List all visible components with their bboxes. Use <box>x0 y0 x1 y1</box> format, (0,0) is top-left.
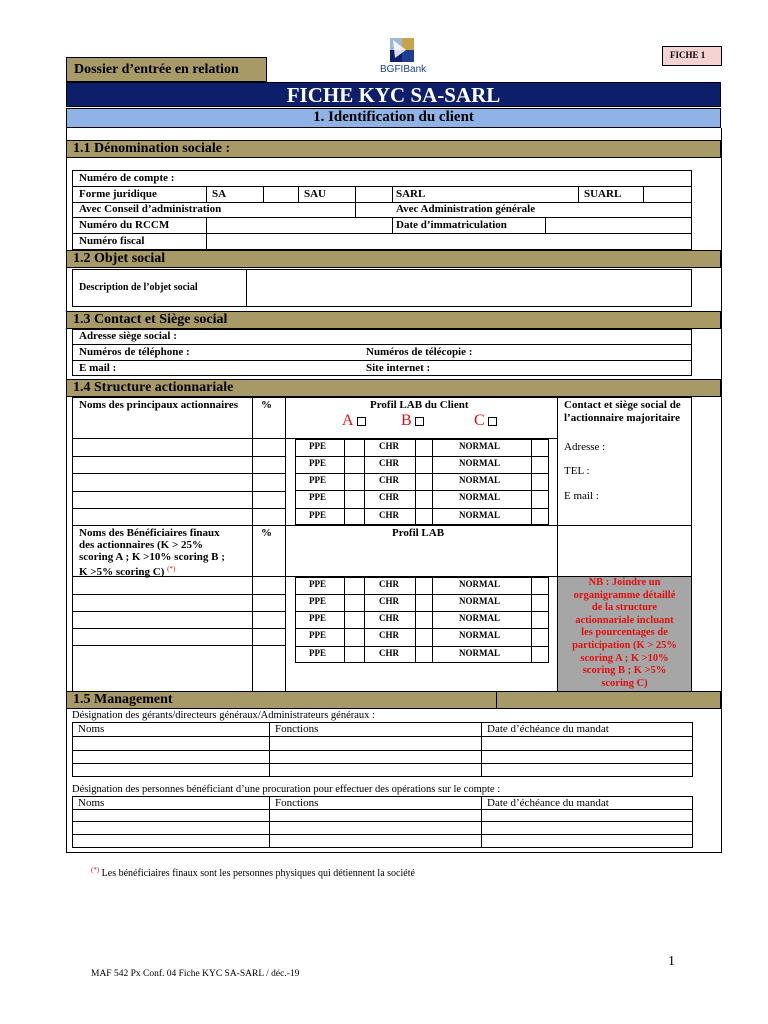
footnote-text: Les bénéficiaires finaux sont les personnes physiques qui détiennent la société <box>101 868 415 879</box>
col-echeance: Date d’échéance du mandat <box>487 723 609 735</box>
rule <box>72 456 286 457</box>
option-b[interactable]: B <box>401 412 424 430</box>
rule <box>263 186 264 202</box>
section-1-4-header: 1.4 Structure actionnariale <box>66 379 721 397</box>
rule <box>285 397 286 692</box>
rule <box>481 796 482 848</box>
checkbox-a[interactable] <box>357 417 366 426</box>
rule <box>364 577 365 663</box>
rule <box>269 722 270 777</box>
section-1-3-header: 1.3 Contact et Siège social <box>66 311 721 329</box>
bank-name: BGFIBank <box>380 64 427 75</box>
beneficiaires-line: des actionnaires (K > 25% <box>79 539 204 551</box>
rule <box>72 750 693 751</box>
normal-label: NORMAL <box>459 458 500 468</box>
col-noms: Noms <box>78 723 105 735</box>
rule <box>531 577 532 663</box>
rccm-label: Numéro du RCCM <box>79 219 170 231</box>
ppe-label: PPE <box>309 510 326 520</box>
rule <box>295 490 549 491</box>
nb-line: scoring A ; K >10% <box>580 652 669 664</box>
option-suarl[interactable]: SUARL <box>584 188 622 200</box>
fiche-badge: FICHE 1 <box>670 50 706 60</box>
numero-fiscal-label: Numéro fiscal <box>79 235 145 247</box>
objet-social-label: Description de l’objet social <box>79 282 198 293</box>
conseil-admin-label: Avec Conseil d’administration <box>79 203 222 215</box>
rule <box>72 186 692 187</box>
rule <box>344 577 345 663</box>
normal-label: NORMAL <box>459 492 500 502</box>
section-1-1-header: 1.1 Dénomination sociale : <box>66 140 721 158</box>
rule <box>295 456 549 457</box>
normal-label: NORMAL <box>459 510 500 520</box>
nb-line: participation (K > 25% <box>572 639 677 651</box>
rule <box>295 473 549 474</box>
page-number: 1 <box>668 954 675 969</box>
rule <box>72 736 693 737</box>
email-label: E mail : <box>79 362 117 374</box>
rule <box>392 186 393 202</box>
noms-actionnaires-label: Noms des principaux actionnaires <box>79 399 239 411</box>
frame-left <box>66 128 67 852</box>
rule <box>72 611 286 612</box>
lab-grid-2 <box>295 577 549 663</box>
ppe-label: PPE <box>309 596 326 606</box>
nb-line: scoring B ; K >5% <box>582 665 667 677</box>
rule <box>344 439 345 525</box>
rule <box>415 439 416 525</box>
document-reference: MAF 542 Px Conf. 04 Fiche KYC SA-SARL / déc.-19 <box>91 969 300 979</box>
frame-bottom <box>66 852 722 853</box>
footnote-marker: (*) <box>91 866 100 874</box>
rule <box>496 691 497 709</box>
normal-label: NORMAL <box>459 630 500 640</box>
rule <box>295 594 549 595</box>
rule <box>643 186 644 202</box>
rule <box>72 473 286 474</box>
nb-line: organigramme détaillé <box>573 589 676 601</box>
rule <box>72 834 693 835</box>
checkbox-c[interactable] <box>488 417 497 426</box>
rule <box>578 186 579 202</box>
chr-label: CHR <box>379 630 399 640</box>
forme-juridique-label: Forme juridique <box>79 188 157 200</box>
rule <box>206 217 207 250</box>
chr-label: CHR <box>379 458 399 468</box>
chr-label: CHR <box>379 648 399 658</box>
chr-label: CHR <box>379 441 399 451</box>
rule <box>432 439 433 525</box>
rule <box>531 439 532 525</box>
telephone-label: Numéros de téléphone : <box>79 346 190 358</box>
option-a[interactable]: A <box>342 412 366 430</box>
col-fonctions: Fonctions <box>275 723 319 735</box>
rule <box>295 628 549 629</box>
chr-label: CHR <box>379 613 399 623</box>
normal-label: NORMAL <box>459 441 500 451</box>
nb-note <box>557 577 692 690</box>
rule <box>295 611 549 612</box>
grid-frame <box>295 439 549 525</box>
beneficiaires-line: K >5% scoring C) (*) <box>79 565 176 578</box>
nb-line: les pourcentages de <box>581 627 668 639</box>
dossier-label: Dossier d’entrée en relation <box>74 62 239 77</box>
rule <box>481 722 482 777</box>
profil-lab-client-label: Profil LAB du Client <box>370 399 469 411</box>
col-fonctions: Fonctions <box>275 797 319 809</box>
rule <box>295 508 549 509</box>
contact-adresse-label: Adresse : <box>564 441 606 453</box>
telecopie-label: Numéros de télécopie : <box>366 346 473 358</box>
ppe-label: PPE <box>309 492 326 502</box>
procuration-label: Désignation des personnes bénéficiant d’une procuration pour effectuer des opérations sur le compte : <box>72 784 501 795</box>
rule <box>415 577 416 663</box>
beneficiaires-line: scoring A ; K >10% scoring B ; <box>79 551 225 563</box>
rule <box>295 646 549 647</box>
section-1-5-header: 1.5 Management <box>66 691 721 709</box>
rule <box>252 397 253 692</box>
rule <box>392 217 393 233</box>
site-internet-label: Site internet : <box>366 362 431 374</box>
rule <box>72 491 286 492</box>
nb-line: scoring C) <box>601 677 648 689</box>
beneficiaires-label <box>79 527 225 578</box>
rule <box>72 360 692 361</box>
ppe-label: PPE <box>309 441 326 451</box>
rule <box>355 186 356 217</box>
chr-label: CHR <box>379 596 399 606</box>
rule <box>206 186 207 202</box>
ppe-label: PPE <box>309 630 326 640</box>
pct-header-2: % <box>261 527 272 539</box>
frame-right <box>721 128 722 852</box>
rule <box>72 763 693 764</box>
gerants-label: Désignation des gérants/directeurs généraux/Administrateurs généraux : <box>72 710 375 721</box>
rule <box>364 439 365 525</box>
page-subtitle: 1. Identification du client <box>313 109 474 125</box>
rule <box>72 508 286 509</box>
nb-line: actionnariale incluant <box>575 614 674 626</box>
rule <box>72 233 692 234</box>
rule <box>72 217 692 218</box>
normal-label: NORMAL <box>459 596 500 606</box>
rule <box>72 628 286 629</box>
rule <box>72 821 693 822</box>
nb-line: NB : Joindre un <box>588 577 661 588</box>
chr-label: CHR <box>379 475 399 485</box>
normal-label: NORMAL <box>459 613 500 623</box>
rule <box>298 186 299 202</box>
col-echeance: Date d’échéance du mandat <box>487 797 609 809</box>
numero-compte-label: Numéro de compte : <box>79 172 175 184</box>
asterisk-marker: (*) <box>167 565 176 573</box>
option-sarl[interactable]: SARL <box>396 188 426 200</box>
contact-majoritaire-label: Contact et siège social de l’actionnaire majoritaire <box>564 399 681 424</box>
rule <box>269 796 270 848</box>
section-1-2-header: 1.2 Objet social <box>66 250 721 268</box>
rule <box>72 344 692 345</box>
normal-label: NORMAL <box>459 579 500 589</box>
col-noms: Noms <box>78 797 105 809</box>
beneficiaires-line: Noms des Bénéficiaires finaux <box>79 527 220 539</box>
option-c[interactable]: C <box>474 412 497 430</box>
ppe-label: PPE <box>309 458 326 468</box>
chr-label: CHR <box>379 579 399 589</box>
chr-label: CHR <box>379 492 399 502</box>
contact-tel-label: TEL : <box>564 465 590 477</box>
date-immat-label: Date d’immatriculation <box>396 219 507 231</box>
normal-label: NORMAL <box>459 648 500 658</box>
option-sa[interactable]: SA <box>212 188 227 200</box>
ppe-label: PPE <box>309 579 326 589</box>
rule <box>72 525 692 526</box>
ppe-label: PPE <box>309 648 326 658</box>
chr-label: CHR <box>379 510 399 520</box>
nb-line: de la structure <box>591 602 658 614</box>
pct-header-1: % <box>261 399 272 411</box>
rule <box>72 645 286 646</box>
option-sau[interactable]: SAU <box>304 188 327 200</box>
profil-lab-label: Profil LAB <box>392 527 445 539</box>
contact-email-label: E mail : <box>564 490 599 502</box>
page-title: FICHE KYC SA-SARL <box>286 83 501 107</box>
adresse-siege-label: Adresse siège social : <box>79 330 177 342</box>
rule <box>246 269 247 307</box>
lab-grid-1 <box>295 439 549 525</box>
ppe-label: PPE <box>309 475 326 485</box>
rule <box>72 594 286 595</box>
checkbox-b[interactable] <box>415 417 424 426</box>
admin-generale-label: Avec Administration générale <box>396 203 536 215</box>
rule <box>432 577 433 663</box>
rule <box>545 217 546 233</box>
grid-frame <box>295 577 549 663</box>
normal-label: NORMAL <box>459 475 500 485</box>
ppe-label: PPE <box>309 613 326 623</box>
footnote <box>91 866 415 880</box>
